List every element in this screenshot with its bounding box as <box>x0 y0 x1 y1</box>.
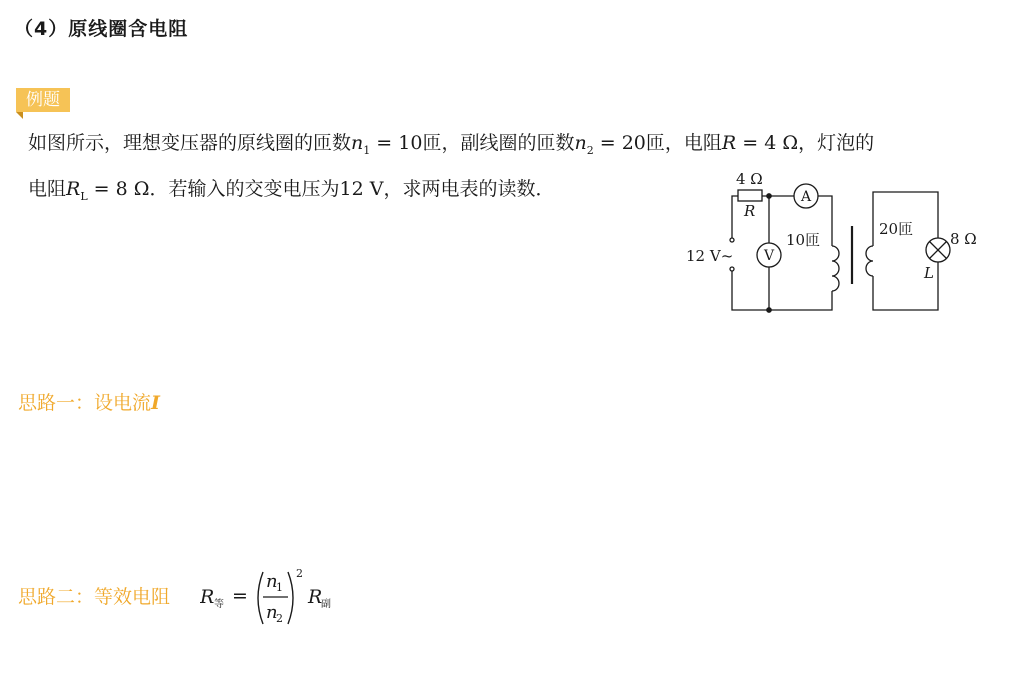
var-r: R <box>66 177 81 200</box>
formula-rhs-sub: 副 <box>321 599 331 610</box>
problem-text-part: = 10匝，副线圈的匝数 <box>370 132 575 154</box>
formula-denominator-sub: 2 <box>276 612 283 625</box>
hint-two: 思路二：等效电阻 <box>18 586 171 608</box>
var-sub: 2 <box>586 143 594 157</box>
formula-lhs: R <box>200 586 215 608</box>
wire <box>818 196 832 246</box>
formula-lhs-sub: 等 <box>214 599 224 610</box>
resistor-symbol <box>738 190 762 201</box>
problem-text-part: = 4 Ω，灯泡的 <box>736 132 875 154</box>
resistor-name-label: R <box>744 202 756 220</box>
formula-denominator: n <box>266 602 278 623</box>
source-voltage-label: 12 V~ <box>686 247 734 265</box>
primary-coil <box>832 246 839 291</box>
problem-text-part: = 8 Ω．若输入的交变电压为12 V，求两电表的读数． <box>87 177 555 200</box>
equivalent-resistance-formula <box>200 565 350 635</box>
problem-text-part: = 20匝，电阻 <box>593 132 722 154</box>
var-sub: L <box>80 189 88 203</box>
section-title: （4）原线圈含电阻 <box>14 18 189 40</box>
input-terminal <box>730 267 734 271</box>
ammeter-label: A <box>800 189 812 205</box>
var-n: n <box>574 132 587 154</box>
left-paren <box>258 572 263 624</box>
right-paren <box>288 572 293 624</box>
problem-text-part: 如图所示，理想变压器的原线圈的匝数 <box>28 132 352 154</box>
secondary-coil <box>866 246 873 276</box>
lamp-value-label: 8 Ω <box>950 230 977 248</box>
formula-exponent: 2 <box>296 567 303 580</box>
tag-fold-decoration <box>16 112 23 119</box>
junction-dot <box>767 308 771 312</box>
wire <box>732 196 738 238</box>
resistor-value-label: 4 Ω <box>736 170 763 188</box>
lamp-name-label: L <box>924 264 934 282</box>
hint-one-text: 思路一：设电流 <box>18 392 152 414</box>
primary-turns-label: 10匝 <box>786 231 821 249</box>
current-var: I <box>151 392 160 414</box>
example-tag: 例题 <box>16 88 70 112</box>
hint-one <box>18 388 160 415</box>
secondary-turns-label: 20匝 <box>879 220 914 238</box>
input-terminal <box>730 238 734 242</box>
formula-rhs: R <box>308 586 323 608</box>
formula-equals: = <box>232 585 248 607</box>
junction-dot <box>767 194 771 198</box>
circuit-diagram <box>676 166 986 318</box>
var-n: n <box>351 132 364 154</box>
voltmeter-label: V <box>763 248 775 264</box>
wire <box>732 270 832 310</box>
problem-text-part: 电阻 <box>28 177 67 200</box>
var-r: R <box>721 132 737 154</box>
formula-numerator: n <box>266 571 278 592</box>
var-sub: 1 <box>363 143 371 157</box>
formula-numerator-sub: 1 <box>276 581 283 594</box>
